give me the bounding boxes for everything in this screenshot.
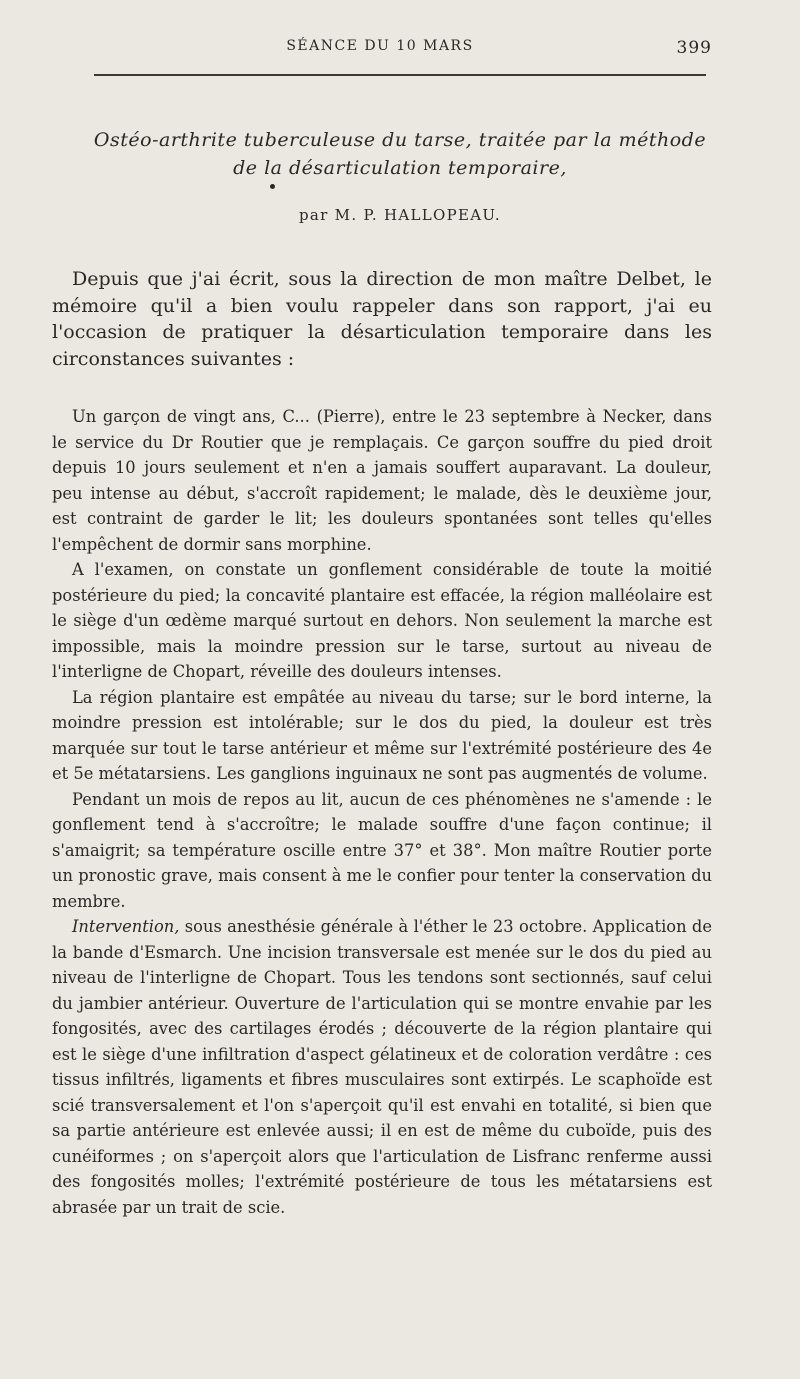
bullet-mark: [270, 184, 275, 189]
author-line: par M. P. HALLOPEAU.: [298, 206, 501, 224]
case-report: [52, 404, 712, 1220]
article-title: [60, 126, 740, 182]
paragraph-intervention: [52, 914, 712, 1220]
page-number: 399: [676, 38, 712, 58]
header-rule: [94, 74, 706, 76]
intro-paragraph: Depuis que j'ai écrit, sous la direction de mon maître Delbet, le mémoire qu'il a bien voulu rappeler dans son rapport, j'ai eu l'occasion de pratiquer la désarticulation temporaire dans les circonstances suivantes :: [52, 268, 712, 370]
paragraph-history: Un garçon de vingt ans, C... (Pierre), entre le 23 septembre à Necker, dans le service du Dr Routier que je remplaçais. Ce garçon souffre du pied droit depuis 10 jours seulement et n'en a jamais souffert auparavant. La douleur, peu intense au début, s'accroît rapidement; le malade, dès le deuxième jour, est contraint de garder le lit; les douleurs spontanées sont telles qu'elles l'empêchent de dormir sans morphine.: [52, 407, 712, 554]
running-head: [0, 36, 800, 60]
intervention-label: Intervention,: [72, 917, 180, 936]
running-title: SÉANCE DU 10 MARS: [286, 38, 474, 54]
paragraph-examination: A l'examen, on constate un gonflement considérable de toute la moitié postérieure du pied; la concavité plantaire est effacée, la région malléolaire est le siège d'un œdème marqué surtout en dehors. Non seulement la marche est impossible, mais la moindre pression sur le tarse, surtout au niveau de l'interligne de Chopart, réveille des douleurs intenses.: [52, 560, 712, 681]
title-line-2: de la désarticulation temporaire,: [233, 157, 567, 179]
intervention-text: sous anesthésie générale à l'éther le 23 octobre. Application de la bande d'Esmarch. Une incision transversale est menée sur le dos du pied au niveau de l'interligne de Chopart. Tous les tendons sont sectionnés, sauf celui du jambier antérieur. Ouverture de l'articulation qui se montre envahie par les fongosités, avec des cartilages érodés ; découverte de la région plantaire qui est le siège d'une infiltration d'aspect gélatineux et de coloration verdâtre : ces tissus infiltrés, ligaments et fibres musculaires sont extirpés. Le scaphoïde est scié transversalement et l'on s'aperçoit qu'il est envahi en totalité, si bien que sa partie antérieure est enlevée aussi; il en est de même du cuboïde, puis des cunéiformes ; on s'aperçoit alors que l'articulation de Lisfranc renferme aussi des fongosités molles; l'extrémité postérieure de tous les métatarsiens est abrasée par un trait de scie.: [52, 917, 712, 1217]
intro-section: [52, 266, 712, 372]
paragraph-plantar-region: La région plantaire est empâtée au niveau du tarse; sur le bord interne, la moindre pression est intolérable; sur le dos du pied, la douleur est très marquée sur tout le tarse antérieur et même sur l'extrémité postérieure des 4e et 5e métatarsiens. Les ganglions inguinaux ne sont pas augmentés de volume.: [52, 687, 712, 783]
title-line-1: Ostéo-arthrite tuberculeuse du tarse, traitée par la méthode: [93, 129, 707, 151]
paragraph-rest-period: Pendant un mois de repos au lit, aucun de ces phénomènes ne s'amende : le gonflement tend à s'accroître; le malade souffre d'une façon continue; il s'amaigrit; sa température oscille entre 37° et 38°. Mon maître Routier porte un pronostic grave, mais consent à me le confier pour tenter la conservation du membre.: [52, 789, 712, 911]
